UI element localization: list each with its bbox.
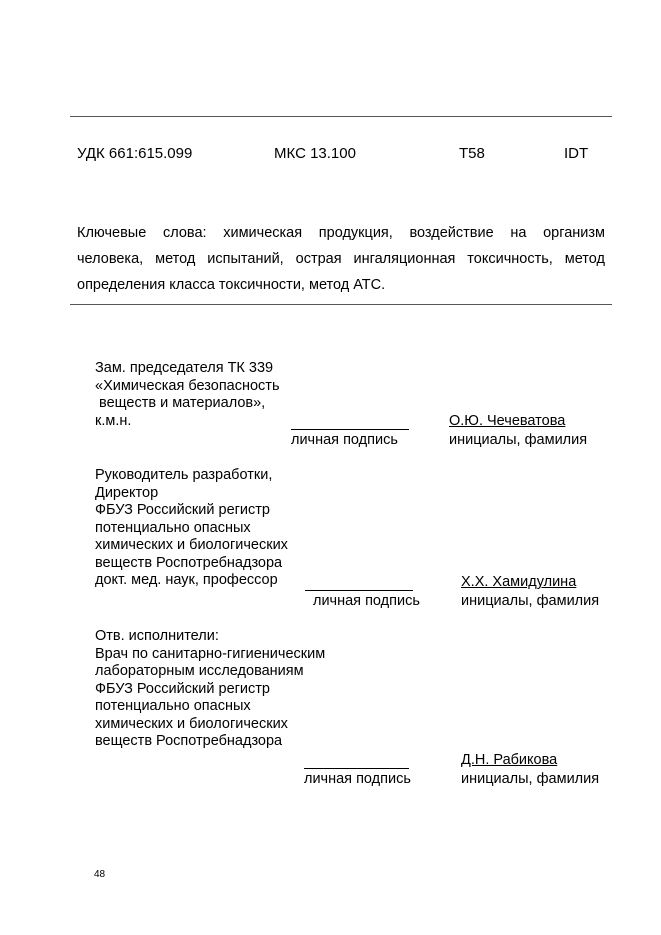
signatory-line: к.м.н. xyxy=(95,412,132,429)
signatory-line: Директор xyxy=(95,484,159,501)
signatory-line: Врач по санитарно-гигиеническим xyxy=(95,645,326,662)
signatory-line: «Химическая безопасность xyxy=(95,377,280,394)
signature-line xyxy=(304,768,409,769)
signatory-line: веществ и материалов», xyxy=(95,395,266,411)
keywords-paragraph xyxy=(77,220,605,298)
mks-code: МКС 13.100 xyxy=(274,145,356,162)
signatory-line: потенциально опасных xyxy=(95,519,251,536)
signatory-line: докт. мед. наук, профессор xyxy=(95,572,278,588)
name-caption: инициалы, фамилия xyxy=(461,593,600,609)
page-number: 48 xyxy=(94,869,106,880)
signatory-line: Зам. председателя ТК 339 xyxy=(95,360,274,376)
degree-code: IDT xyxy=(564,145,589,162)
signature-caption: личная подпись xyxy=(313,593,420,609)
name-caption: инициалы, фамилия xyxy=(461,771,600,787)
signatory-line: Руководитель разработки, xyxy=(95,467,273,483)
keywords-line: определения класса токсичности, метод АТС. xyxy=(77,277,386,293)
name-caption: инициалы, фамилия xyxy=(449,432,588,448)
signatory-name: Д.Н. Рабикова xyxy=(461,752,558,768)
keywords-line: Ключевые слова: химическая продукция, воздействие на организм xyxy=(77,225,605,241)
signatory-block-2 xyxy=(95,467,288,590)
signature-caption: личная подпись xyxy=(291,432,398,448)
signatory-line: веществ Роспотребнадзора xyxy=(95,733,283,749)
okstu-code: Т58 xyxy=(459,145,485,162)
top-rule xyxy=(70,116,612,117)
signatory-line: ФБУЗ Российский регистр xyxy=(95,502,270,518)
keywords-line: человека, метод испытаний, острая ингаляционная токсичность, метод xyxy=(77,251,605,267)
bottom-rule xyxy=(70,304,612,305)
signature-line xyxy=(305,590,413,591)
signatory-name: Х.Х. Хамидулина xyxy=(461,574,577,590)
signatory-line: Отв. исполнители: xyxy=(95,628,219,644)
signature-caption: личная подпись xyxy=(304,771,411,787)
signatory-line: ФБУЗ Российский регистр xyxy=(95,680,270,697)
signature-line xyxy=(291,429,409,430)
signatory-block-1 xyxy=(95,360,280,430)
signatory-name: О.Ю. Чечеватова xyxy=(449,413,566,429)
signatory-block-3 xyxy=(95,628,325,751)
signatory-line: потенциально опасных xyxy=(95,698,251,714)
signatory-line: лабораторным исследованиям xyxy=(95,663,304,679)
signatory-line: химических и биологических xyxy=(95,715,288,732)
signatory-line: веществ Роспотребнадзора xyxy=(95,554,283,571)
signatory-line: химических и биологических xyxy=(95,537,288,553)
udk-code: УДК 661:615.099 xyxy=(77,145,193,162)
